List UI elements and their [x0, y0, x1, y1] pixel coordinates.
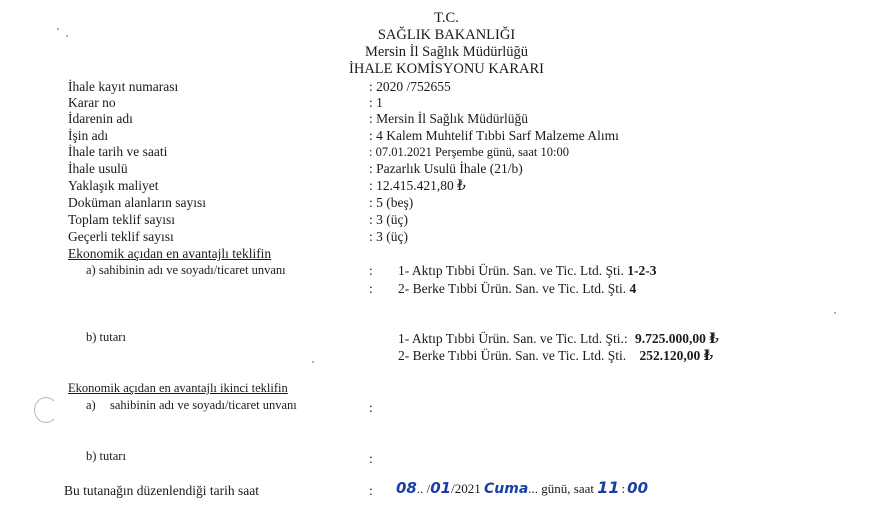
- owner-items: 4: [629, 281, 637, 296]
- handwritten-hour: 11: [597, 478, 620, 497]
- header-directorate: Mersin İl Sağlık Müdürlüğü: [364, 44, 529, 60]
- handwritten-day: 08: [396, 479, 417, 497]
- handwritten-month: 01: [430, 479, 452, 497]
- field-value-decision-no: : 1: [369, 95, 383, 110]
- field-label-approx-cost: Yaklaşık maliyet: [68, 178, 159, 193]
- field-label-total-offers: Toplam teklif sayısı: [68, 212, 176, 227]
- best-offer-owner-label: a) sahibinin adı ve soyadı/ticaret unvanı: [86, 263, 286, 277]
- owner-name: 1- Aktıp Tıbbi Ürün. San. ve Tic. Ltd. Şti.: [398, 263, 624, 278]
- header-tc: T.C.: [434, 10, 459, 26]
- field-value-tender-method: : Pazarlık Usulü İhale (21/b): [369, 161, 523, 176]
- field-label-registry-no: İhale kayıt numarası: [68, 79, 179, 94]
- date-day-suffix: ... günü, saat: [528, 481, 594, 496]
- field-value-tender-date: : 07.01.2021 Perşembe günü, saat 10:00: [369, 145, 569, 159]
- second-offer-amount-colon: :: [369, 451, 373, 466]
- time-separator: :: [621, 481, 626, 496]
- header-decision-title: İHALE KOMİSYONU KARARI: [349, 61, 544, 77]
- footer-colon: :: [369, 483, 373, 498]
- amount-value: 9.725.000,00 ₺: [635, 331, 719, 346]
- handwritten-minute: 00: [627, 479, 649, 497]
- owner-items: 1-2-3: [627, 263, 657, 278]
- scan-speck: [312, 361, 314, 363]
- best-offer-owner-1: [398, 263, 657, 279]
- field-label-valid-offers: Geçerli teklif sayısı: [68, 229, 174, 244]
- owner-name: 2- Berke Tıbbi Ürün. San. ve Tic. Ltd. Şti.: [398, 281, 627, 296]
- field-label-job-name: İşin adı: [68, 128, 109, 143]
- field-value-valid-offers: : 3 (üç): [369, 229, 408, 244]
- best-offer-owner-2: [398, 281, 636, 297]
- handwritten-dayname: Cuma: [484, 481, 529, 497]
- second-offer-owner-colon: :: [369, 400, 373, 415]
- punch-hole-mark: [34, 397, 58, 423]
- best-offer-amount-label: b) tutarı: [86, 330, 126, 344]
- footer-date-time: [396, 478, 648, 497]
- best-offer-amount-1: [398, 331, 719, 347]
- date-dots: ..: [416, 481, 424, 496]
- second-offer-owner-label: sahibinin adı ve soyadı/ticaret unvanı: [110, 398, 297, 412]
- field-value-registry-no: : 2020 /752655: [369, 79, 451, 94]
- header-ministry: SAĞLIK BAKANLIĞI: [377, 27, 516, 43]
- field-value-administration: : Mersin İl Sağlık Müdürlüğü: [369, 111, 528, 126]
- field-label-tender-method: İhale usulü: [68, 161, 128, 176]
- date-slash: /: [426, 481, 431, 496]
- date-year: /2021: [451, 481, 481, 496]
- amount-company: 1- Aktıp Tıbbi Ürün. San. ve Tic. Ltd. Şti.:: [398, 331, 628, 346]
- field-value-doc-count: : 5 (beş): [369, 195, 414, 210]
- footer-label: Bu tutanağın düzenlendiği tarih saat: [64, 483, 259, 498]
- amount-value: 252.120,00 ₺: [639, 348, 714, 363]
- field-label-administration: İdarenin adı: [68, 111, 133, 126]
- second-offer-heading: Ekonomik açıdan en avantajlı ikinci teklifin: [68, 381, 288, 395]
- best-offer-heading: Ekonomik açıdan en avantajlı teklifin: [68, 246, 272, 261]
- field-label-tender-date: İhale tarih ve saati: [68, 144, 168, 159]
- field-label-decision-no: Karar no: [68, 95, 116, 110]
- field-label-doc-count: Doküman alanların sayısı: [68, 195, 206, 210]
- field-value-total-offers: : 3 (üç): [369, 212, 408, 227]
- scan-speck: [834, 312, 836, 314]
- field-value-approx-cost: : 12.415.421,80 ₺: [369, 178, 466, 193]
- second-offer-owner-prefix: a): [86, 398, 96, 412]
- field-value-job-name: : 4 Kalem Muhtelif Tıbbi Sarf Malzeme Alımı: [369, 128, 619, 143]
- best-offer-owner-colon-2: :: [369, 281, 373, 296]
- best-offer-owner-colon-1: :: [369, 263, 373, 278]
- best-offer-amount-2: [398, 348, 713, 364]
- amount-company: 2- Berke Tıbbi Ürün. San. ve Tic. Ltd. Şti.: [398, 348, 627, 363]
- second-offer-amount-label: b) tutarı: [86, 449, 126, 463]
